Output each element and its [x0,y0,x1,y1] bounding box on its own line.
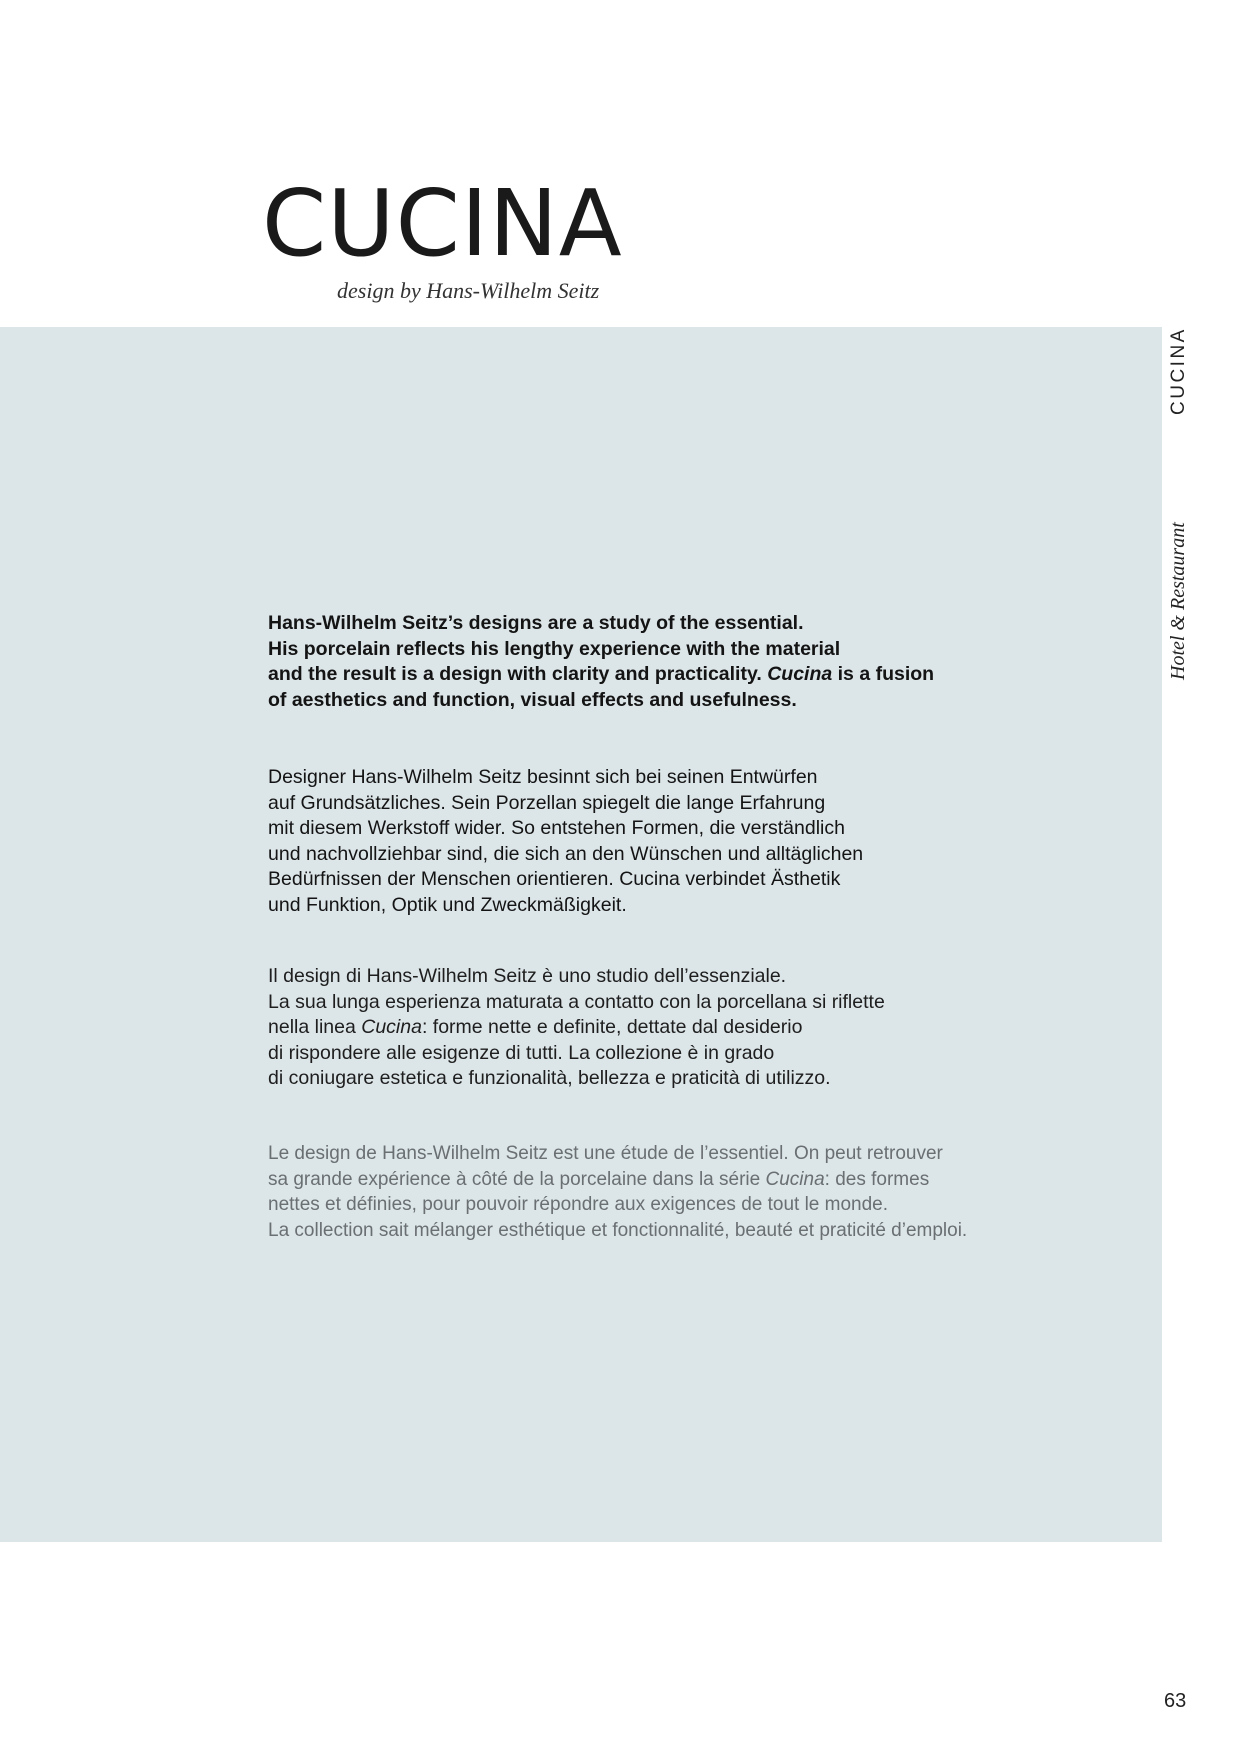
text-line: und Funktion, Optik und Zweckmäßigkeit. [268,893,627,916]
text-line: Bedürfnissen der Menschen orientieren. Cucina verbindet Ästhetik [268,868,841,890]
paragraph-italian [268,964,885,1092]
text-line: Hans-Wilhelm Seitz’s designs are a study of the essential. [268,612,804,634]
text-line [268,1167,967,1193]
text-line: Il design di Hans-Wilhelm Seitz è uno studio dell’essenziale. [268,965,787,987]
side-label-collection-text: CUCINA [1168,327,1189,415]
text-segment: is a fusion [837,663,935,685]
paragraph-english [268,611,934,713]
side-label-section-text: Hotel & Restaurant [1167,522,1189,680]
side-label-section [1167,515,1193,680]
text-line: und nachvollziehbar sind, die sich an den Wünschen und alltäglichen [268,842,864,865]
text-line: of aesthetics and function, visual effects and usefulness. [268,688,797,711]
page-number: 63 [1164,1690,1187,1712]
text-line: His porcelain reflects his lengthy experience with the material [268,637,841,660]
page-title: CUCINA [262,170,623,277]
text-segment: : forme nette e definite, dettate dal desiderio [421,1016,803,1038]
text-segment: nella linea [268,1016,356,1038]
side-label-collection [1168,325,1192,415]
text-segment: sa grande expérience à côté de la porcelaine dans la série [268,1168,761,1190]
text-line: auf Grundsätzliches. Sein Porzellan spiegelt die lange Erfahrung [268,791,826,814]
content-panel [0,327,1162,1542]
text-line: La sua lunga esperienza maturata a contatto con la porcellana si riflette [268,990,885,1013]
text-line [268,662,934,688]
text-line: Designer Hans-Wilhelm Seitz besinnt sich bei seinen Entwürfen [268,766,818,788]
text-line: La collection sait mélanger esthétique et fonctionnalité, beauté et praticité d’emploi. [268,1219,968,1241]
collection-name: Cucina [767,663,833,685]
collection-name: Cucina [361,1016,422,1038]
text-line: Le design de Hans-Wilhelm Seitz est une étude de l’essentiel. On peut retrouver [268,1143,943,1164]
text-segment: : des formes [824,1168,930,1190]
text-line [268,1015,885,1041]
designer-credit: design by Hans-Wilhelm Seitz [337,278,600,303]
text-line: di rispondere alle esigenze di tutti. La collezione è in grado [268,1041,775,1064]
paragraph-german [268,765,863,918]
text-line: mit diesem Werkstoff wider. So entstehen Formen, die verständlich [268,817,845,839]
paragraph-french [268,1141,967,1243]
text-line: nettes et définies, pour pouvoir répondre aux exigences de tout le monde. [268,1194,889,1215]
text-segment: and the result is a design with clarity and practicality. [268,663,762,685]
collection-name: Cucina [765,1168,825,1190]
text-line: di coniugare estetica e funzionalità, bellezza e praticità di utilizzo. [268,1067,831,1089]
